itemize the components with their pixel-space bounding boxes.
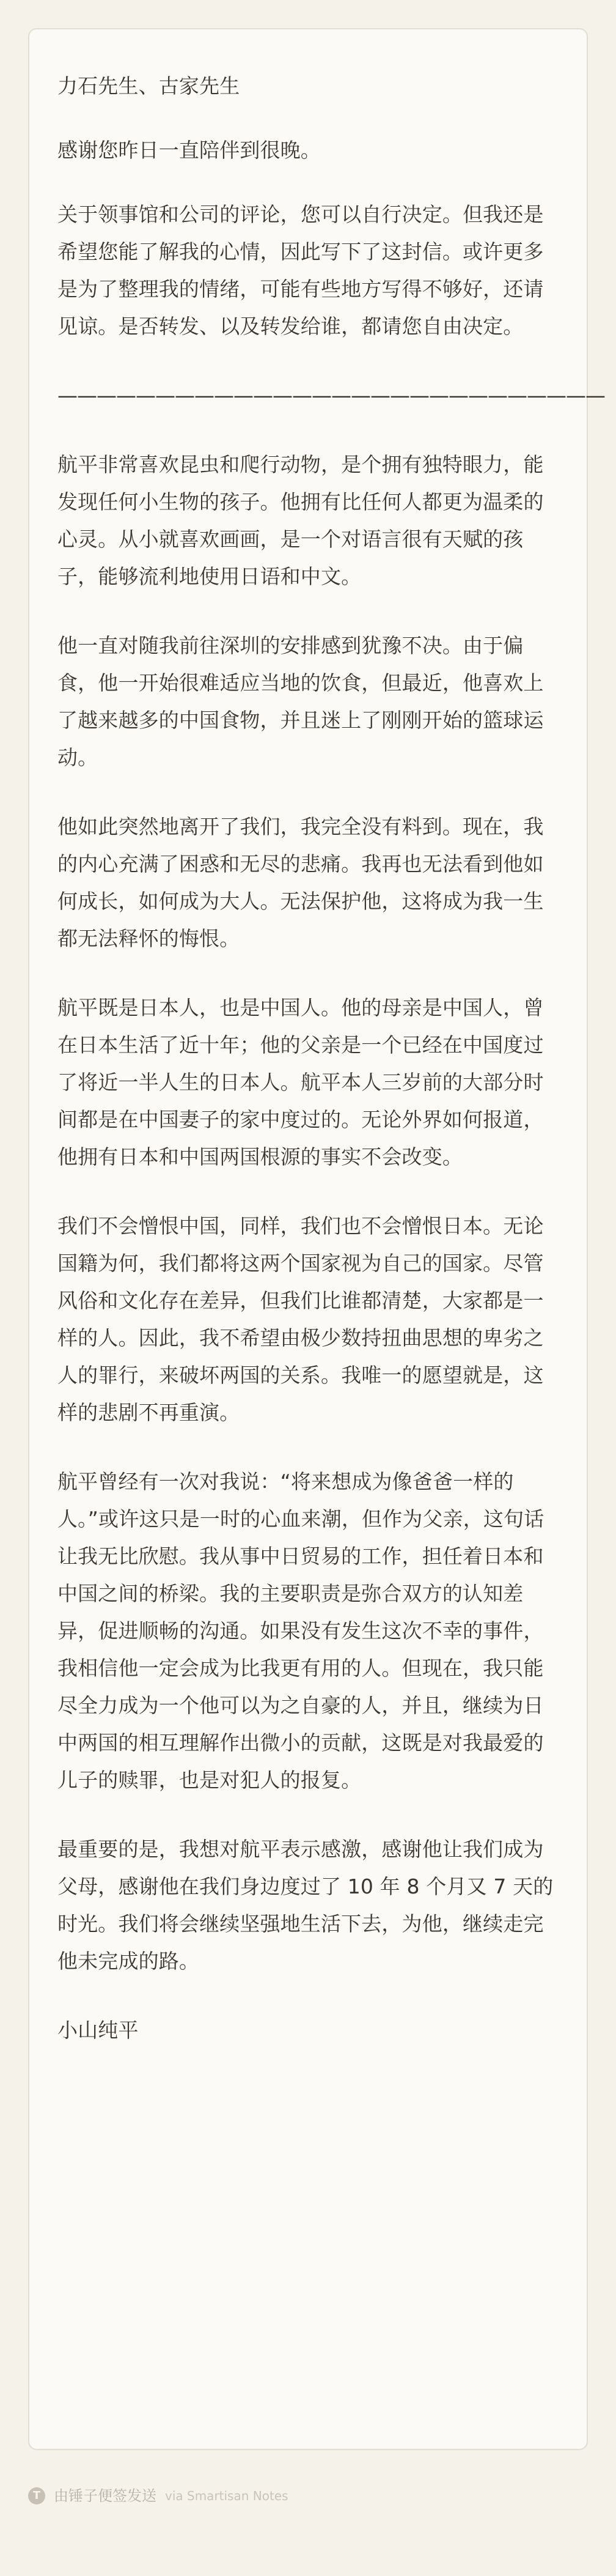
body-paragraph-6: 航平曾经有一次对我说：“将来想成为像爸爸一样的人。”或许这只是一时的心血来潮，但作为父亲，这句话让我无比欣慰。我从事中日贸易的工作，担任着日本和中国之间的桥梁。我的主要职责是弥合双方的认知差异，促进顺畅的沟通。如果没有发生这次不幸的事件，我相信他一定会成为比我更有用的人。但现在，我只能尽全力成为一个他可以为之自豪的人，并且，继续为日中两国的相互理解作出微小的贡献，这既是对我最爱的儿子的赎罪，也是对犯人的报复。 (57, 1470, 544, 1792)
body-paragraph-2: 他一直对随我前往深圳的安排感到犹豫不决。由于偏食，他一开始很难适应当地的饮食，但最近，他喜欢上了越来越多的中国食物，并且迷上了刚刚开始的篮球运动。 (57, 634, 544, 769)
salutation: 力石先生、古家先生 (57, 74, 240, 98)
body-paragraph-1: 航平非常喜欢昆虫和爬行动物，是个拥有独特眼力，能发现任何小生物的孩子。他拥有比任何人都更为温柔的心灵。从小就喜欢画画，是一个对语言很有天赋的孩子，能够流利地使用日语和中文。 (57, 453, 544, 588)
signature: 小山纯平 (57, 2018, 139, 2042)
section-divider: ———————————————————————————— (57, 383, 605, 407)
footer (28, 2474, 588, 2517)
body-paragraph-7: 最重要的是，我想对航平表示感激，感谢他让我们成为父母，感谢他在我们身边度过了 10 年 8 个月又 7 天的时光。我们将会继续坚强地生活下去，为他，继续走完他未完成的路。 (57, 1837, 554, 1973)
body-paragraph-5: 我们不会憎恨中国，同样，我们也不会憎恨日本。无论国籍为何，我们都将这两个国家视为自己的国家。尽管风俗和文化存在差异，但我们比谁都清楚，大家都是一样的人。因此，我不希望由极少数持扭曲思想的卑劣之人的罪行，来破坏两国的关系。我唯一的愿望就是，这样的悲剧不再重演。 (57, 1214, 544, 1424)
intro-paragraph: 关于领事馆和公司的评论，您可以自行决定。但我还是希望您能了解我的心情，因此写下了这封信。或许更多是为了整理我的情绪，可能有些地方写得不够好，还请见谅。是否转发、以及转发给谁，都请您自由决定。 (57, 202, 544, 338)
smartisan-icon: T (28, 2487, 45, 2504)
footer-sub-text: via Smartisan Notes (165, 2489, 288, 2503)
body-paragraph-3: 他如此突然地离开了我们，我完全没有料到。现在，我的内心充满了困惑和无尽的悲痛。我再也无法看到他如何成长，如何成为大人。无法保护他，这将成为我一生都无法释怀的悔恨。 (57, 815, 544, 950)
body-paragraph-4: 航平既是日本人，也是中国人。他的母亲是中国人，曾在日本生活了近十年；他的父亲是一个已经在中国度过了将近一半人生的日本人。航平本人三岁前的大部分时间都是在中国妻子的家中度过的。无论外界如何报道，他拥有日本和中国两国根源的事实不会改变。 (57, 996, 544, 1169)
note-card (28, 28, 605, 2450)
footer-main-text: 由锤子便签发送 (54, 2487, 156, 2504)
thanks-paragraph: 感谢您昨日一直陪伴到很晚。 (57, 138, 321, 162)
